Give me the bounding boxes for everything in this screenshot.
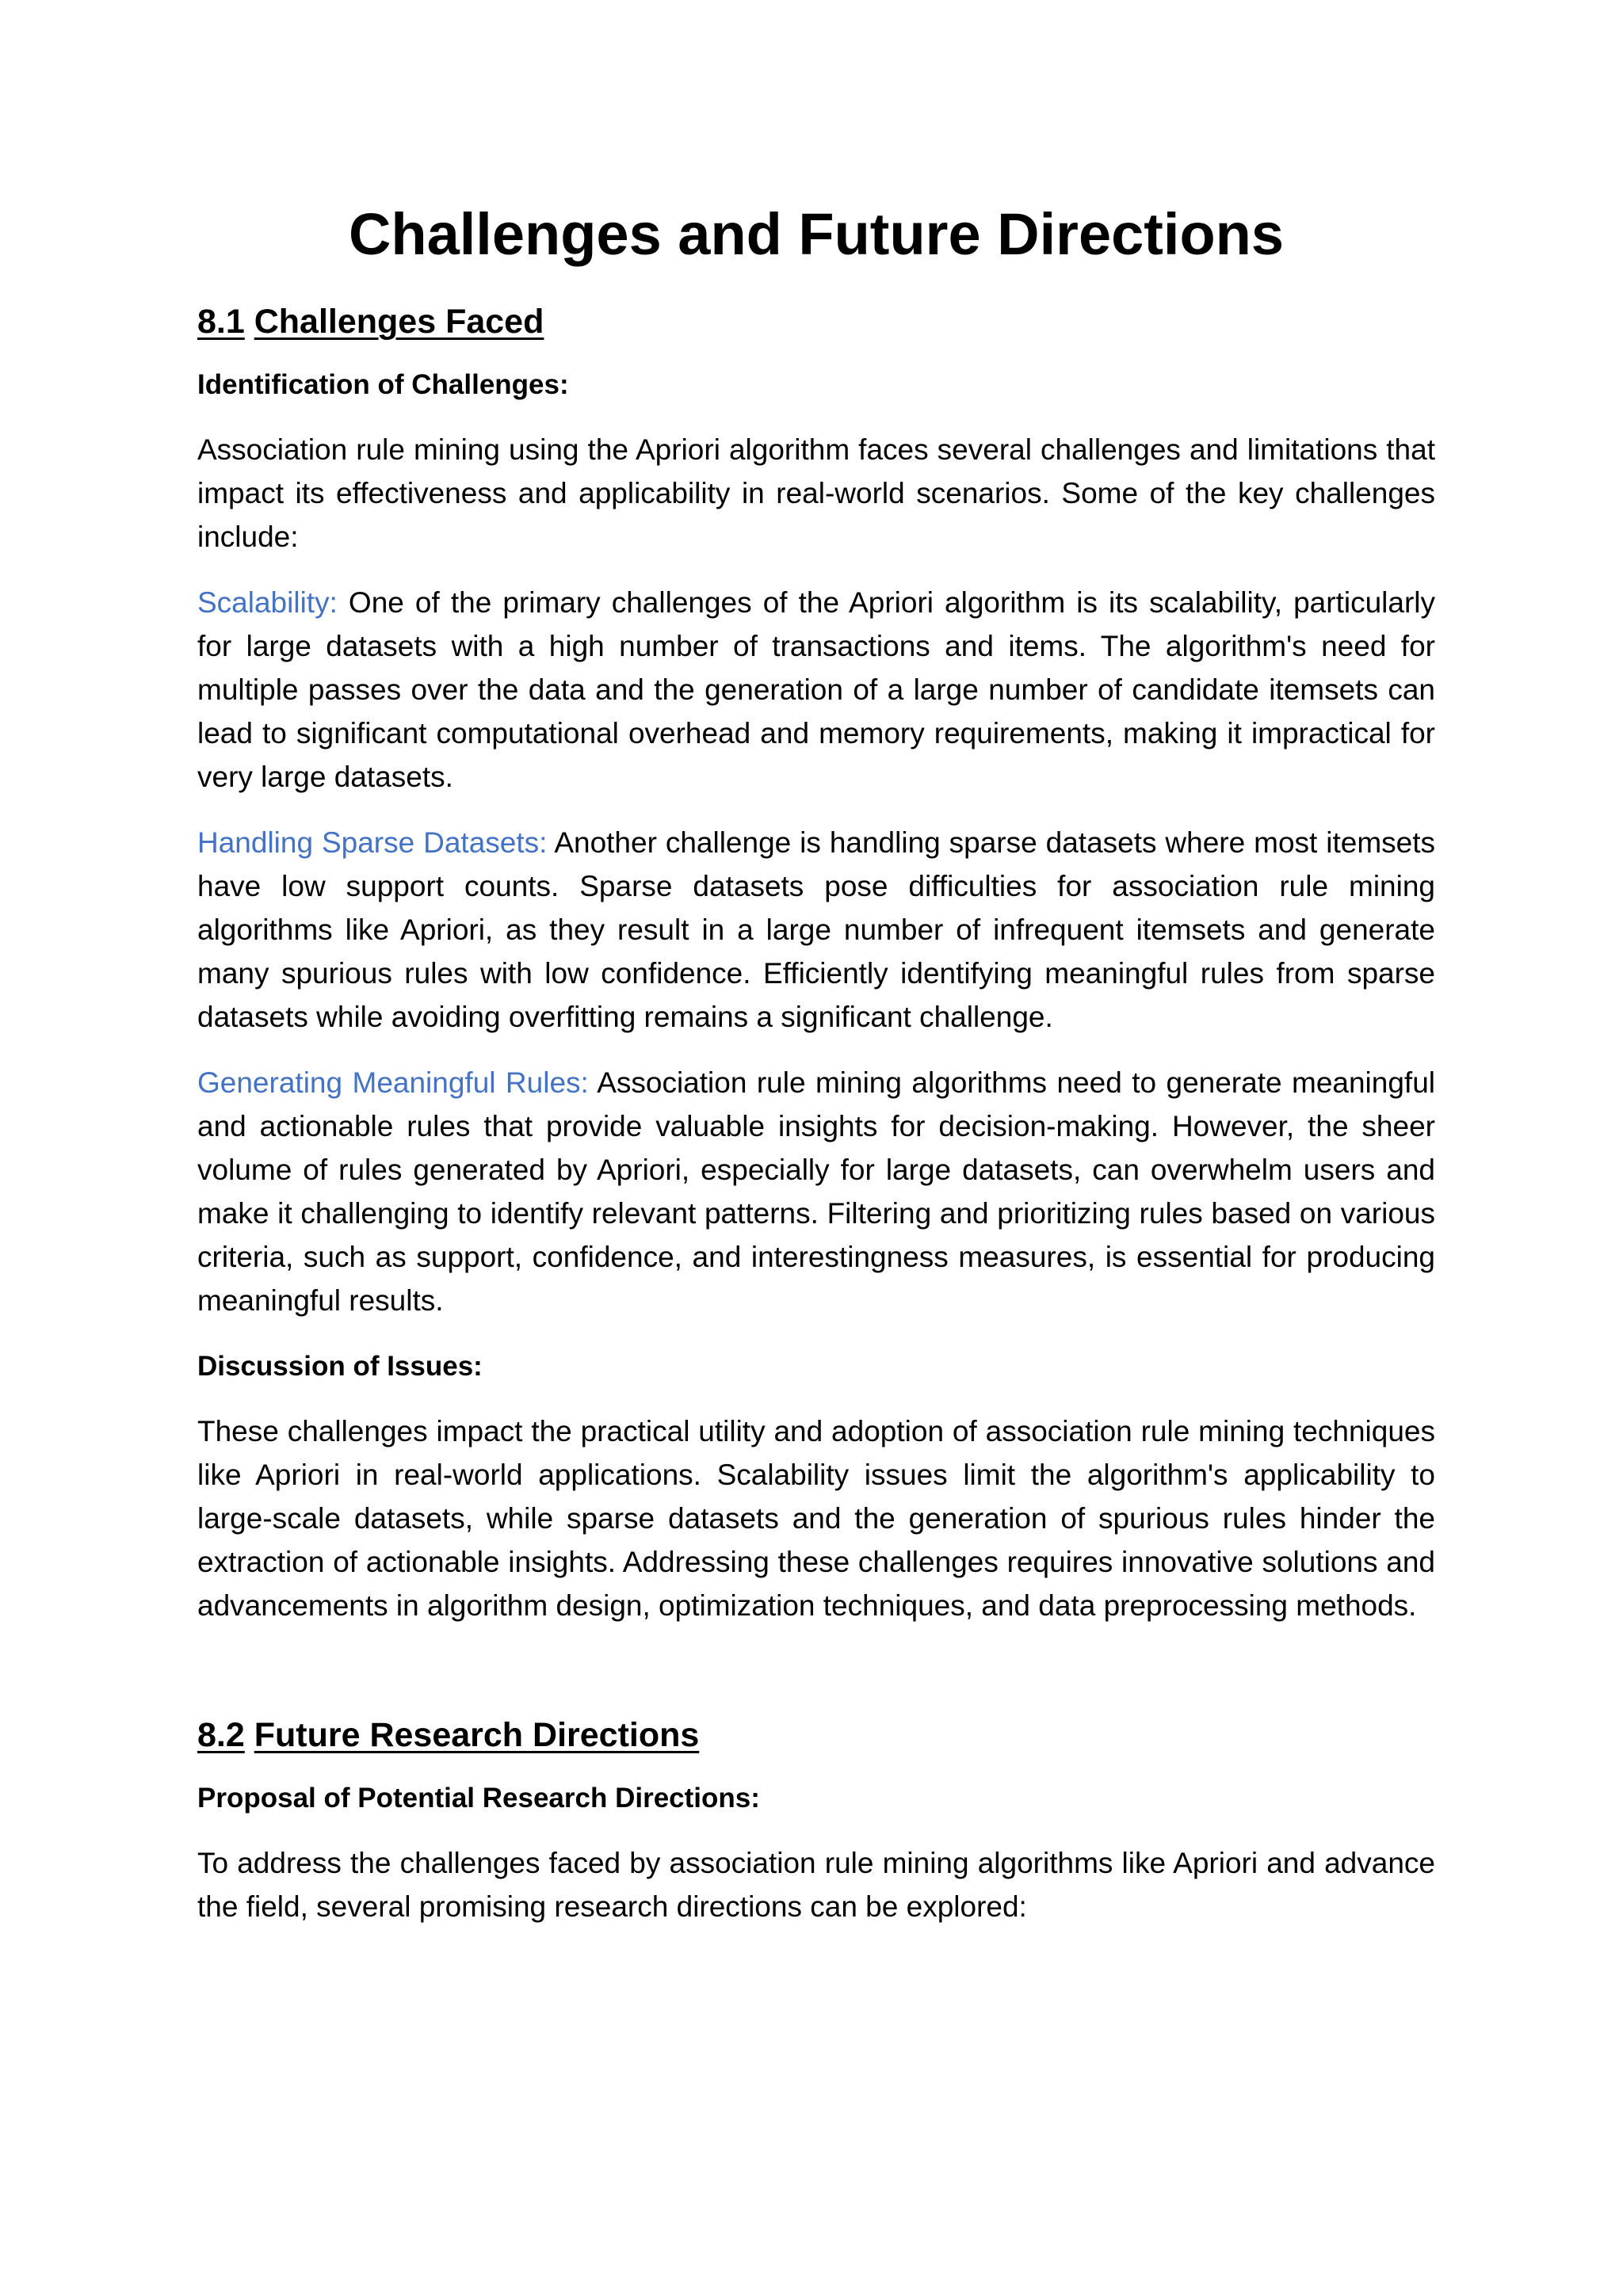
page-title: Challenges and Future Directions [348, 201, 1285, 267]
challenge-text: Association rule mining algorithms need to generate meaningful and actionable rules that provide valuable insights for decision-making. However, the sheer volume of rules generated by Apriori, especially for large datasets, can overwhelm users and make it challenging to identify relevant patterns. Filtering and prioritizing rules based on various criteria, such as support, confidence, and interestingness measures, is essential for producing meaningful results. [197, 1066, 1436, 1317]
discussion-paragraph: These challenges impact the practical utility and adoption of association rule mining techniques like Apriori in real-world applications. Scalability issues limit the algorithm's applicability to large-scale datasets, while sparse datasets and the generation of spurious rules hinder the extraction of actionable insights. Addressing these challenges requires innovative solutions and advancements in algorithm design, optimization techniques, and data preprocessing methods. [197, 1415, 1435, 1622]
discussion-heading: Discussion of Issues: [197, 1351, 483, 1382]
proposal-heading: Proposal of Potential Research Directions: [197, 1783, 760, 1814]
challenge-text: Another challenge is handling sparse datasets where most itemsets have low support counts. Sparse datasets pose difficulties for association rule mining algorithms like Apriori, as they result in a large number of infrequent itemsets and generate many spurious rules with low confidence. Efficiently identifying meaningful rules from sparse datasets while avoiding overfitting remains a significant challenge. [197, 826, 1436, 1033]
challenge-scalability [197, 581, 1435, 799]
challenge-term: Handling Sparse Datasets: [197, 826, 548, 859]
section-number: 8.1 [197, 303, 245, 341]
section-number: 8.2 [197, 1716, 245, 1754]
challenge-term: Scalability: [197, 586, 338, 619]
section-title: Future Research Directions [254, 1716, 700, 1754]
page-content [197, 198, 1435, 1928]
research-intro-paragraph: To address the challenges faced by association rule mining algorithms like Apriori and advance the field, several promising research directions can be explored: [197, 1847, 1435, 1923]
challenges-intro-paragraph: Association rule mining using the Apriori algorithm faces several challenges and limitations that impact its effectiveness and applicability in real-world scenarios. Some of the key challenges include: [197, 433, 1435, 553]
section-heading-8-2 [197, 1713, 1435, 1757]
section-heading-8-1 [197, 299, 1435, 344]
challenge-text: One of the primary challenges of the Apriori algorithm is its scalability, particularly for large datasets with a high number of transactions and items. The algorithm's need for multiple passes over the data and the generation of a large number of candidate itemsets can lead to significant computational overhead and memory requirements, making it impractical for very large datasets. [197, 586, 1435, 793]
section-title: Challenges Faced [254, 303, 544, 341]
challenge-sparse-datasets [197, 821, 1435, 1039]
challenge-meaningful-rules [197, 1061, 1435, 1322]
challenge-term: Generating Meaningful Rules: [197, 1066, 589, 1099]
identification-heading: Identification of Challenges: [197, 369, 569, 400]
